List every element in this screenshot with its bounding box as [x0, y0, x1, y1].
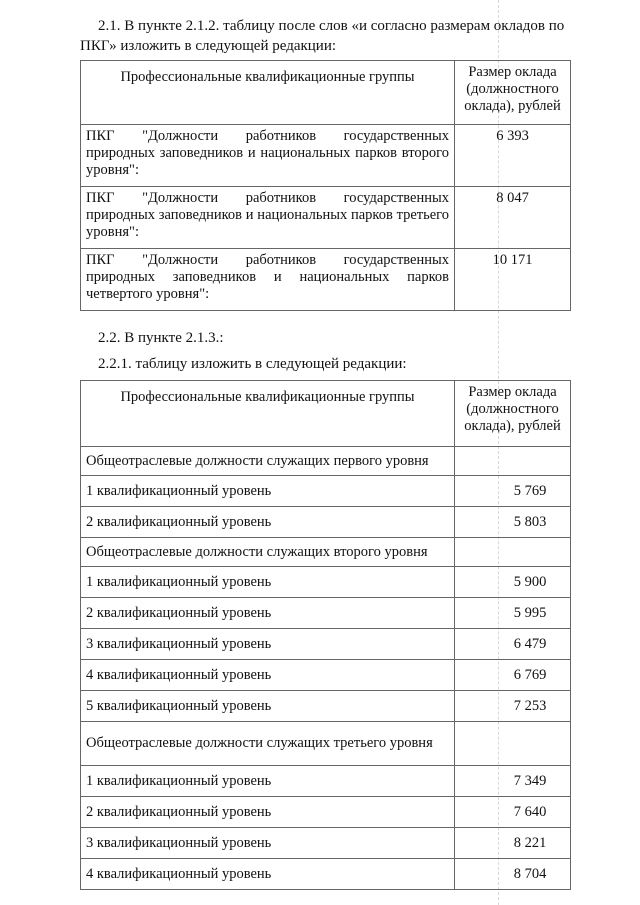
level-name: 1 квалификационный уровень: [81, 567, 455, 598]
salary-value: 6 769: [455, 660, 571, 691]
group-name-text: Общеотраслевые должности служащих третьего уровня: [86, 735, 433, 751]
level-name: 2 квалификационный уровень: [81, 507, 455, 538]
paragraph-2-1: 2.1. В пункте 2.1.2. таблицу после слов «и согласно размерам окладов по ПКГ» изложить в следующей редакции:: [80, 18, 565, 54]
salary-value: 5 769: [455, 476, 571, 507]
paragraph-2-2-1: 2.2.1. таблицу изложить в следующей редакции:: [98, 356, 407, 372]
salary-value: [455, 722, 571, 766]
salary-value: 7 640: [455, 797, 571, 828]
salary-value: 8 221: [455, 828, 571, 859]
header-group: Профессиональные квалификационные группы: [81, 381, 455, 447]
group-name: [81, 722, 455, 766]
level-name: 1 квалификационный уровень: [81, 476, 455, 507]
pkg-name: ПКГ "Должности работников государственных природных заповедников и национальных парков третьего уровня":: [81, 187, 455, 249]
salary-table-2: [80, 380, 571, 890]
table-row: [81, 598, 571, 629]
paragraph-2-2: 2.2. В пункте 2.1.3.:: [98, 330, 224, 346]
table-row: [81, 447, 571, 476]
table-row: [81, 567, 571, 598]
level-name: 2 квалификационный уровень: [81, 598, 455, 629]
salary-value: 6 393: [455, 125, 571, 187]
header-salary: Размер оклада (должностного оклада), рублей: [455, 381, 571, 447]
table-row: [81, 249, 571, 311]
table-row: [81, 660, 571, 691]
salary-value: 6 479: [455, 629, 571, 660]
group-name: Общеотраслевые должности служащих второго уровня: [81, 538, 455, 567]
table-row: [81, 187, 571, 249]
table-row: [81, 507, 571, 538]
table-header-row: [81, 61, 571, 125]
table-row: [81, 538, 571, 567]
pkg-name: ПКГ "Должности работников государственных природных заповедников и национальных парков второго уровня":: [81, 125, 455, 187]
level-name: 3 квалификационный уровень: [81, 629, 455, 660]
salary-value: 8 047: [455, 187, 571, 249]
salary-value: 7 349: [455, 766, 571, 797]
table-row: [81, 125, 571, 187]
group-name: Общеотраслевые должности служащих первого уровня: [81, 447, 455, 476]
table-row: [81, 828, 571, 859]
table-row: [81, 722, 571, 766]
salary-value: 7 253: [455, 691, 571, 722]
table-row: [81, 766, 571, 797]
level-name: 4 квалификационный уровень: [81, 859, 455, 890]
table-row: [81, 691, 571, 722]
salary-value: 5 803: [455, 507, 571, 538]
table-row: [81, 629, 571, 660]
salary-value: [455, 447, 571, 476]
salary-value: [455, 538, 571, 567]
level-name: 2 квалификационный уровень: [81, 797, 455, 828]
salary-value: 5 995: [455, 598, 571, 629]
salary-value: 8 704: [455, 859, 571, 890]
salary-value: 5 900: [455, 567, 571, 598]
salary-table-1: [80, 60, 571, 311]
table-header-row: [81, 381, 571, 447]
pkg-name: ПКГ "Должности работников государственных природных заповедников и национальных парков четвертого уровня":: [81, 249, 455, 311]
table-row: [81, 476, 571, 507]
salary-value: 10 171: [455, 249, 571, 311]
level-name: 5 квалификационный уровень: [81, 691, 455, 722]
header-salary: Размер оклада (должностного оклада), рублей: [455, 61, 571, 125]
header-group: Профессиональные квалификационные группы: [81, 61, 455, 125]
level-name: 4 квалификационный уровень: [81, 660, 455, 691]
table-row: [81, 797, 571, 828]
level-name: 3 квалификационный уровень: [81, 828, 455, 859]
level-name: 1 квалификационный уровень: [81, 766, 455, 797]
table-row: [81, 859, 571, 890]
